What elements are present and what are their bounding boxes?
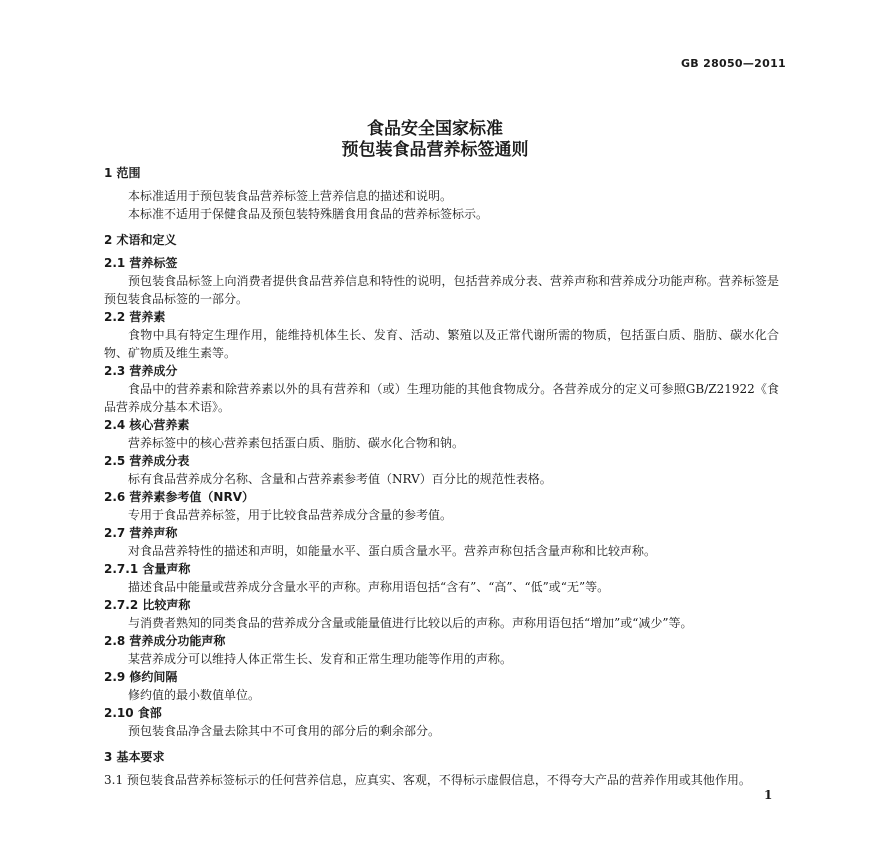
requirement-text: 3.1 预包装食品营养标签标示的任何营养信息，应真实、客观，不得标示虚假信息，不得夸大产品的营养作用或其他作用。: [104, 773, 751, 787]
definition-text: 食物中具有特定生理作用，能维持机体生长、发育、活动、繁殖以及正常代谢所需的物质，包括蛋白质、脂肪、碳水化合物、矿物质及维生素等。: [104, 328, 779, 360]
definition-heading: 2.7.1 含量声称: [104, 562, 191, 576]
definition-text: 描述食品中能量或营养成分含量水平的声称。声称用语包括“含有”、“高”、“低”或“无”等。: [128, 580, 610, 594]
paragraph: 本标准适用于预包装食品营养标签上营养信息的描述和说明。: [128, 189, 453, 203]
definition-text: 预包装食品标签上向消费者提供食品营养信息和特性的说明，包括营养成分表、营养声称和营养成分功能声称。营养标签是预包装食品标签的一部分。: [104, 274, 779, 306]
section-heading-3: 3 基本要求: [104, 750, 165, 764]
definition-text: 修约值的最小数值单位。: [128, 688, 261, 702]
definition-heading: 2.4 核心营养素: [104, 418, 190, 432]
definition-text: 标有食品营养成分名称、含量和占营养素参考值（NRV）百分比的规范性表格。: [128, 472, 552, 486]
definition-heading: 2.8 营养成分功能声称: [104, 634, 226, 648]
paragraph: 本标准不适用于保健食品及预包装特殊膳食用食品的营养标签标示。: [128, 207, 489, 221]
definition-heading: 2.6 营养素参考值（NRV）: [104, 490, 255, 504]
definition-text: 专用于食品营养标签，用于比较食品营养成分含量的参考值。: [128, 508, 453, 522]
definition-heading: 2.5 营养成分表: [104, 454, 190, 468]
title-line-1: 食品安全国家标准: [367, 119, 503, 139]
document-body: [104, 164, 779, 789]
definition-heading: 2.2 营养素: [104, 310, 166, 324]
definition-text: 食品中的营养素和除营养素以外的具有营养和（或）生理功能的其他食物成分。各营养成分的定义可参照GB/Z21922《食品营养成分基本术语》。: [104, 382, 779, 414]
definition-heading: 2.7.2 比较声称: [104, 598, 191, 612]
definition-heading: 2.3 营养成分: [104, 364, 178, 378]
definition-heading: 2.1 营养标签: [104, 256, 178, 270]
definition-text: 某营养成分可以维持人体正常生长、发育和正常生理功能等作用的声称。: [128, 652, 513, 666]
definition-text: 对食品营养特性的描述和声明，如能量水平、蛋白质含量水平。营养声称包括含量声称和比较声称。: [128, 544, 657, 558]
section-heading-1: 1 范围: [104, 166, 141, 180]
standard-number: GB 28050—2011: [680, 57, 786, 70]
definition-heading: 2.7 营养声称: [104, 526, 178, 540]
definition-text: 与消费者熟知的同类食品的营养成分含量或能量值进行比较以后的声称。声称用语包括“增加”或“减少”等。: [128, 616, 693, 630]
definition-text: 预包装食品净含量去除其中不可食用的部分后的剩余部分。: [128, 724, 441, 738]
section-heading-2: 2 术语和定义: [104, 233, 177, 247]
definition-heading: 2.9 修约间隔: [104, 670, 178, 684]
definition-heading: 2.10 食部: [104, 706, 162, 720]
title-line-2: 预包装食品营养标签通则: [341, 140, 529, 160]
page-number: 1: [764, 788, 773, 802]
definition-text: 营养标签中的核心营养素包括蛋白质、脂肪、碳水化合物和钠。: [128, 436, 465, 450]
